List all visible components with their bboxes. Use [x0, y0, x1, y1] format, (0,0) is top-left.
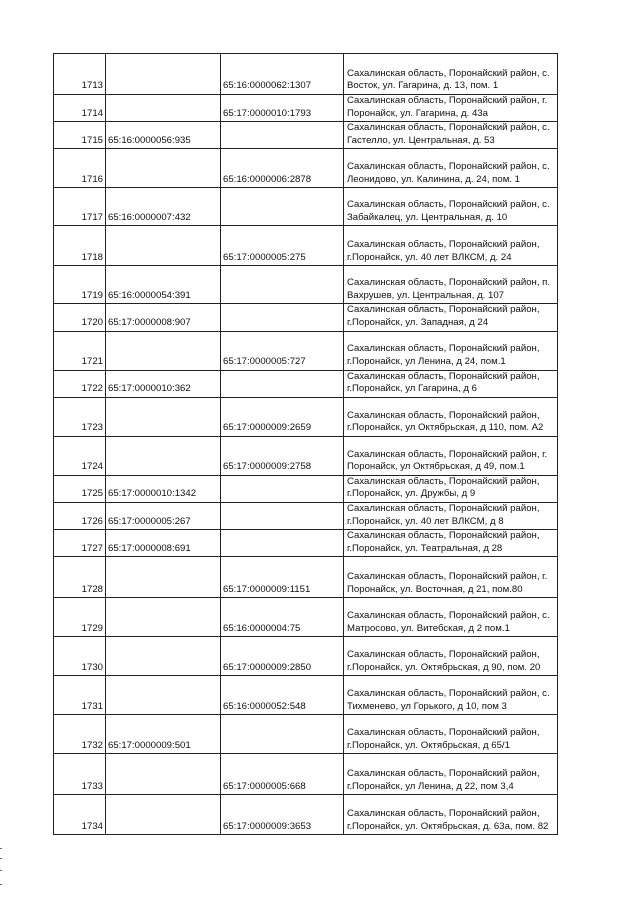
table-row — [54, 475, 558, 502]
table-row — [54, 676, 558, 715]
row-number-cell: 1731 — [54, 676, 106, 715]
table-row — [54, 397, 558, 436]
address-cell: Сахалинская область, Поронайский район, г. Поронайск, ул. Восточная, д 21, пом.80 — [344, 557, 558, 598]
cadastral-number-cell: 65:16:0000006:2878 — [221, 149, 344, 188]
cadastral-number-cell — [106, 795, 221, 835]
address-cell: Сахалинская область, Поронайский район, с. Гастелло, ул. Центральная, д. 53 — [344, 122, 558, 149]
table-row — [54, 637, 558, 676]
row-number-cell: 1727 — [54, 530, 106, 557]
cadastral-number-cell: 65:17:0000010:1793 — [221, 95, 344, 122]
table-row — [54, 266, 558, 304]
cadastral-number-cell: 65:17:0000010:1342 — [106, 475, 221, 502]
cadastral-number-cell — [106, 397, 221, 436]
table-row — [54, 54, 558, 95]
address-cell: Сахалинская область, Поронайский район, г.Поронайск, ул. Октябрьская, д. 63а, пом. 82 — [344, 795, 558, 835]
cadastral-number-cell — [106, 54, 221, 95]
row-number-cell: 1733 — [54, 754, 106, 795]
scan-margin-mark — [0, 870, 2, 871]
row-number-cell: 1724 — [54, 436, 106, 475]
scan-margin-mark — [0, 848, 2, 849]
cadastral-number-cell — [106, 226, 221, 266]
table-row — [54, 715, 558, 754]
address-cell: Сахалинская область, Поронайский район, с. Матросово, ул. Витебская, д 2 пом.1 — [344, 598, 558, 637]
row-number-cell: 1728 — [54, 557, 106, 598]
cadastral-number-cell: 65:17:0000009:501 — [106, 715, 221, 754]
address-cell: Сахалинская область, Поронайский район, г.Поронайск, ул. Театральная, д 28 — [344, 530, 558, 557]
table-row — [54, 598, 558, 637]
row-number-cell: 1732 — [54, 715, 106, 754]
cadastral-number-cell: 65:16:0000004:75 — [221, 598, 344, 637]
row-number-cell: 1722 — [54, 370, 106, 397]
cadastral-number-cell — [221, 304, 344, 331]
cadastral-number-cell — [106, 149, 221, 188]
address-cell: Сахалинская область, Поронайский район, г.Поронайск, ул. Октябрьская, д 65/1 — [344, 715, 558, 754]
table-row — [54, 795, 558, 835]
address-cell: Сахалинская область, Поронайский район, г.Поронайск, ул. Западная, д 24 — [344, 304, 558, 331]
row-number-cell: 1734 — [54, 795, 106, 835]
cadastral-number-cell — [106, 637, 221, 676]
address-cell: Сахалинская область, Поронайский район, с. Леонидово, ул. Калинина, д. 24, пом. 1 — [344, 149, 558, 188]
cadastral-number-cell — [221, 122, 344, 149]
table-row — [54, 331, 558, 370]
cadastral-number-cell: 65:17:0000009:1151 — [221, 557, 344, 598]
table-row — [54, 149, 558, 188]
cadastral-number-cell: 65:16:0000062:1307 — [221, 54, 344, 95]
cadastral-number-cell — [221, 715, 344, 754]
table-row — [54, 502, 558, 529]
table-row — [54, 95, 558, 122]
address-cell: Сахалинская область, Поронайский район, г. Поронайск, ул. Гагарина, д. 43а — [344, 95, 558, 122]
row-number-cell: 1726 — [54, 502, 106, 529]
table-row — [54, 370, 558, 397]
cadastral-number-cell — [106, 557, 221, 598]
row-number-cell: 1713 — [54, 54, 106, 95]
address-cell: Сахалинская область, Поронайский район, п. Вахрушев, ул. Центральная, д. 107 — [344, 266, 558, 304]
cadastral-number-cell: 65:17:0000008:691 — [106, 530, 221, 557]
table-row — [54, 436, 558, 475]
row-number-cell: 1717 — [54, 188, 106, 226]
cadastral-number-cell: 65:16:0000052:548 — [221, 676, 344, 715]
cadastral-number-cell: 65:17:0000005:275 — [221, 226, 344, 266]
table-row — [54, 122, 558, 149]
address-cell: Сахалинская область, Поронайский район, г.Поронайск, ул Ленина, д 24, пом.1 — [344, 331, 558, 370]
table-row — [54, 530, 558, 557]
address-cell: Сахалинская область, Поронайский район, г.Поронайск, ул. Дружбы, д 9 — [344, 475, 558, 502]
cadastral-number-cell: 65:17:0000005:727 — [221, 331, 344, 370]
address-cell: Сахалинская область, Поронайский район, г.Поронайск, ул Гагарина, д 6 — [344, 370, 558, 397]
cadastral-number-cell — [106, 436, 221, 475]
row-number-cell: 1716 — [54, 149, 106, 188]
cadastral-number-cell: 65:16:0000054:391 — [106, 266, 221, 304]
cadastral-number-cell — [106, 95, 221, 122]
row-number-cell: 1720 — [54, 304, 106, 331]
cadastral-number-cell — [221, 530, 344, 557]
row-number-cell: 1721 — [54, 331, 106, 370]
address-cell: Сахалинская область, Поронайский район, г.Поронайск, ул Ленина, д 22, пом 3,4 — [344, 754, 558, 795]
table-row — [54, 557, 558, 598]
row-number-cell: 1715 — [54, 122, 106, 149]
address-cell: Сахалинская область, Поронайский район, с. Забайкалец, ул. Центральная, д. 10 — [344, 188, 558, 226]
cadastral-number-cell: 65:17:0000009:2659 — [221, 397, 344, 436]
address-cell: Сахалинская область, Поронайский район, г.Поронайск, ул. Октябрьская, д 90, пом. 20 — [344, 637, 558, 676]
row-number-cell: 1719 — [54, 266, 106, 304]
cadastral-number-cell — [221, 188, 344, 226]
cadastral-number-cell — [106, 754, 221, 795]
address-cell: Сахалинская область, Поронайский район, г.Поронайск, ул. 40 лет ВЛКСМ, д. 24 — [344, 226, 558, 266]
address-cell: Сахалинская область, Поронайский район, г.Поронайск, ул Октябрьская, д 110, пом. А2 — [344, 397, 558, 436]
cadastral-number-cell — [221, 502, 344, 529]
row-number-cell: 1723 — [54, 397, 106, 436]
cadastral-number-cell — [221, 266, 344, 304]
row-number-cell: 1714 — [54, 95, 106, 122]
registry-body — [54, 54, 558, 835]
cadastral-number-cell: 65:17:0000009:3653 — [221, 795, 344, 835]
cadastral-number-cell — [221, 475, 344, 502]
cadastral-number-cell — [106, 331, 221, 370]
address-cell: Сахалинская область, Поронайский район, г.Поронайск, ул. 40 лет ВЛКСМ, д 8 — [344, 502, 558, 529]
address-cell: Сахалинская область, Поронайский район, с. Восток, ул. Гагарина, д. 13, пом. 1 — [344, 54, 558, 95]
table-row — [54, 754, 558, 795]
address-cell: Сахалинская область, Поронайский район, г. Поронайск, ул Октябрьская, д 49, пом.1 — [344, 436, 558, 475]
table-row — [54, 226, 558, 266]
cadastral-number-cell — [106, 598, 221, 637]
scan-margin-mark — [0, 858, 2, 859]
cadastral-number-cell: 65:17:0000005:267 — [106, 502, 221, 529]
cadastral-number-cell: 65:16:0000056:935 — [106, 122, 221, 149]
cadastral-number-cell — [106, 676, 221, 715]
property-registry-table — [53, 53, 558, 835]
row-number-cell: 1730 — [54, 637, 106, 676]
cadastral-number-cell: 65:17:0000010:362 — [106, 370, 221, 397]
table-row — [54, 304, 558, 331]
table-row — [54, 188, 558, 226]
address-cell: Сахалинская область, Поронайский район, с. Тихменево, ул Горького, д 10, пом 3 — [344, 676, 558, 715]
scan-margin-mark — [0, 884, 2, 885]
cadastral-number-cell: 65:17:0000009:2850 — [221, 637, 344, 676]
row-number-cell: 1729 — [54, 598, 106, 637]
cadastral-number-cell: 65:16:0000007:432 — [106, 188, 221, 226]
cadastral-number-cell — [221, 370, 344, 397]
cadastral-number-cell: 65:17:0000009:2758 — [221, 436, 344, 475]
row-number-cell: 1718 — [54, 226, 106, 266]
cadastral-number-cell: 65:17:0000008:907 — [106, 304, 221, 331]
cadastral-number-cell: 65:17:0000005:668 — [221, 754, 344, 795]
row-number-cell: 1725 — [54, 475, 106, 502]
